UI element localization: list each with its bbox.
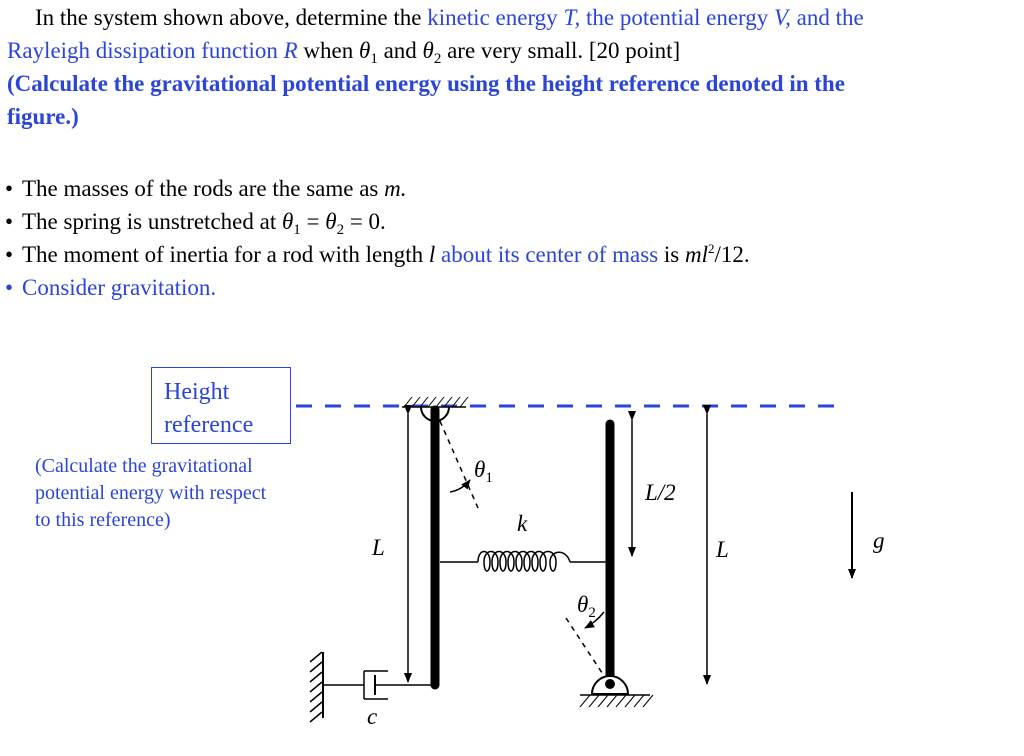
reference-note-line: to this reference): [35, 509, 171, 531]
theta-subscript-2: 2: [433, 51, 442, 67]
theta1-reference-line: [436, 412, 478, 508]
when-text: when: [297, 38, 359, 63]
theta-symbol: θ: [325, 209, 337, 234]
bullet-symbol: •: [5, 209, 14, 234]
problem-text: In the system shown above, determine the: [35, 5, 428, 30]
symbol-ml: ml: [685, 242, 709, 267]
bottom-pivot-support: [580, 676, 653, 707]
height-reference-label: reference: [164, 412, 254, 438]
problem-line-3: (Calculate the gravitational potential energy using the height reference denoted in the: [7, 71, 845, 96]
theta-symbol: θ: [422, 38, 434, 63]
superscript-2: 2: [708, 241, 715, 256]
label-k: k: [517, 511, 528, 536]
bullet-text: The spring is unstretched at: [22, 209, 282, 234]
label-L-left: L: [372, 535, 385, 560]
theta-symbol: θ: [474, 457, 486, 482]
label-g: g: [873, 528, 885, 553]
theta-subscript-2: 2: [336, 222, 345, 238]
label-L-right: L: [716, 537, 729, 562]
symbol-R: R: [283, 38, 298, 63]
is-text: is: [658, 242, 686, 267]
label-L-half: L/2: [645, 480, 676, 505]
theta-subscript-2: 2: [588, 605, 596, 621]
theta1-arc: [450, 480, 470, 492]
bullet-symbol: •: [5, 176, 14, 201]
label-c: c: [367, 704, 378, 729]
bullet-gravitation: Consider gravitation.: [22, 275, 217, 300]
spring: [440, 552, 606, 572]
theta-symbol: θ: [577, 592, 589, 617]
theta-symbol: θ: [359, 38, 371, 63]
equals-text: =: [300, 209, 326, 234]
rayleigh-term: Rayleigh dissipation function: [7, 38, 284, 63]
small-angle-text: are very small. [20 point]: [441, 38, 681, 63]
and-text: and: [377, 38, 423, 63]
label-theta1: [474, 457, 493, 486]
label-theta2: [577, 592, 596, 621]
reference-note-line: (Calculate the gravitational: [35, 455, 253, 477]
over-12-text: /12.: [714, 242, 750, 267]
bullet-text: The masses of the rods are the same as: [22, 176, 385, 201]
bullet-text: The moment of inertia for a rod with length: [22, 242, 429, 267]
height-reference-label: Height: [164, 379, 230, 405]
theta-subscript-1: 1: [370, 51, 378, 67]
symbol-l: l: [428, 242, 436, 267]
symbol-T: T,: [563, 5, 581, 30]
bullet-symbol: •: [5, 275, 14, 300]
symbol-m: m.: [384, 176, 407, 201]
theta-subscript-1: 1: [485, 470, 493, 486]
bullet-symbol: •: [5, 242, 14, 267]
equals-zero-text: = 0.: [344, 209, 386, 234]
symbol-V: V,: [774, 5, 791, 30]
and-the-text: and the: [790, 5, 864, 30]
kinetic-energy-term: kinetic energy: [427, 5, 564, 30]
about-center-text: about its center of mass: [435, 242, 659, 267]
theta-symbol: θ: [281, 209, 294, 234]
problem-line-4: figure.): [7, 104, 79, 129]
theta-subscript-1: 1: [293, 222, 301, 238]
potential-energy-term: the potential energy: [580, 5, 775, 30]
reference-note-line: potential energy with respect: [35, 482, 267, 504]
theta2-reference-line: [566, 618, 610, 685]
